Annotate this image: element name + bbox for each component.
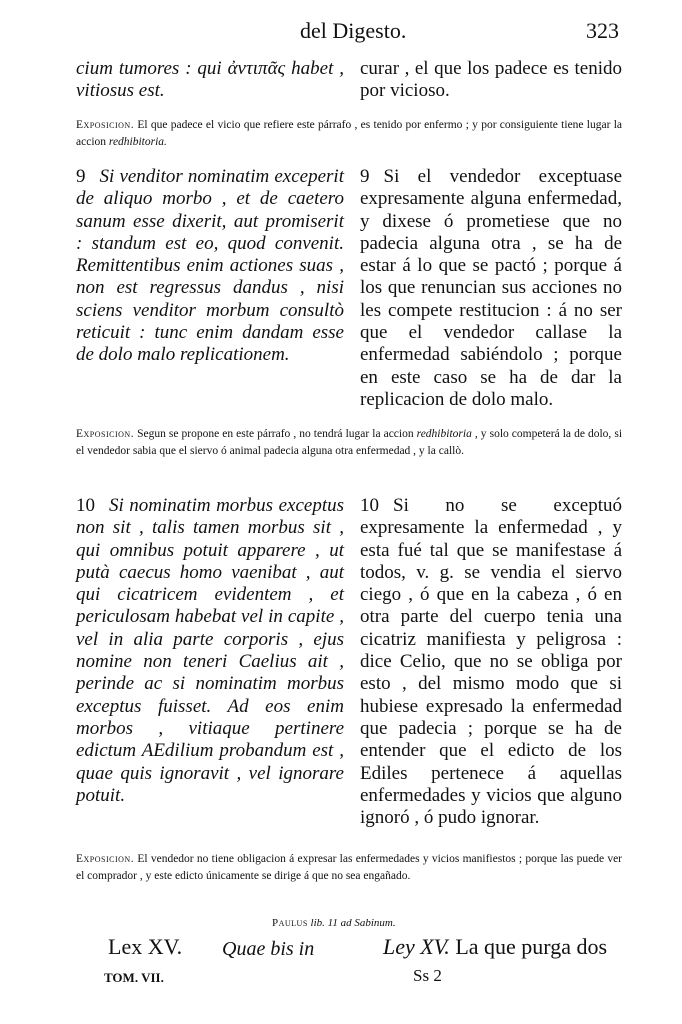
exposition-text: El vendedor no tiene obligacion á expresar las enfermedades y vicios manifiestos ; porque las puede ver el comprador , y este edicto únicamente se dirige á que no sea engañado. xyxy=(76,853,623,882)
exposition-note-3 xyxy=(76,851,622,884)
citation-reference: lib. 11 ad Sabinum. xyxy=(310,917,396,929)
tome-label: TOM. VII. xyxy=(104,970,164,985)
exposition-term: redhibitoria. xyxy=(108,135,167,148)
running-header-title: del Digesto. xyxy=(300,18,407,43)
spanish-paragraph-10 xyxy=(360,495,622,829)
latin-continuation: cium tumores : qui ἀντιπᾶς habet , vitiosus est. xyxy=(76,58,344,102)
latin-text: Si venditor nominatim exceperit de aliquo morbo , et de caetero sanum esse dixerit, aut promiserit : standum est eo, quod convenit. Remittentibus enim actiones suas , non est regressus dandus , nisi sciens venditor morbum consultò reticuit : tunc enim dandam esse de dolo malo replicationem. xyxy=(76,166,344,366)
source-citation xyxy=(272,917,396,929)
exposition-note-1 xyxy=(76,117,622,150)
exposition-label: Exposicion. xyxy=(76,853,135,865)
catchword-latin-continuation: Quae bis in xyxy=(222,938,315,960)
spanish-paragraph-9 xyxy=(360,166,622,411)
page-number: 323 xyxy=(586,18,619,43)
paragraph-number: 10 xyxy=(360,495,379,516)
exposition-text: El que padece el vicio que refiere este párrafo , es tenido por enfermo ; y por consiguiente tiene lugar la accion xyxy=(76,119,623,148)
paragraph-number: 9 xyxy=(76,166,86,187)
paragraph-number: 10 xyxy=(76,495,95,516)
latin-text: Si nominatim morbus exceptus non sit , talis tamen morbus sit , qui omnibus potuit apparere , ut putà caecus homo vaenibat , aut qui cicatricem evidentem , et periculosam habebat vel in capite , vel in alia parte corporis , ejus nomine non teneri Caelius ait , perinde ac si nominatim morbus exceptus fuisset. Ad eos enim morbos , vitiaque pertinere edictum AEdilium probandum est , quae quis ignoravit , vel ignorare potuit. xyxy=(76,495,344,806)
exposition-label: Exposicion. xyxy=(76,119,135,131)
signature-mark: Ss 2 xyxy=(413,966,442,985)
citation-author: Paulus xyxy=(272,917,308,929)
catchword-spanish-text: La que purga dos xyxy=(455,934,608,959)
exposition-label: Exposicion. xyxy=(76,428,135,440)
spanish-text: Si no se exceptuó expresamente la enfermedad , y esta fué tal que se manifestase á todos, v. g. se vendia el siervo ciego , ó que en la cabeza , ó en otra parte del cuerpo tenia una cicatriz manifiesta y peligrosa : dice Celio, que no se obliga por esto , del mismo modo que si hubiese expresado la enfermedad que padecia ; porque se ha de entender que el edicto de los Ediles pertenece á aquellas enfermedades y vicios que alguno ignoró , ó pudo ignorar. xyxy=(360,495,622,829)
exposition-term: redhibitoria xyxy=(416,428,472,440)
paragraph-number: 9 xyxy=(360,166,370,187)
catchword-latin: Lex XV. xyxy=(108,934,183,959)
spanish-text: Si el vendedor exceptuase expresamente alguna enfermedad, y dixese ó prometiese que no padecia alguna otra , se ha de estar á lo que se pactó ; porque á los que renuncian sus acciones no les compete restitucion : á no ser que el vendedor callase la enfermedad sabiéndolo ; porque en este caso se ha de dar la replicacion de dolo malo. xyxy=(360,166,622,410)
catchword-ley: Ley XV. xyxy=(383,934,450,959)
exposition-note-2 xyxy=(76,426,622,459)
latin-paragraph-9 xyxy=(76,166,344,367)
exposition-text-cont: , y solo competerá la de dolo, si el vendedor sabia que el siervo ó animal padecia alguna otra enfermedad , y la callò. xyxy=(76,428,623,457)
exposition-text: Segun se propone en este párrafo , no tendrá lugar la accion xyxy=(137,428,414,440)
catchword-spanish xyxy=(383,934,607,960)
spanish-continuation: curar , el que los padece es tenido por vicioso. xyxy=(360,58,622,102)
latin-paragraph-10 xyxy=(76,495,344,807)
